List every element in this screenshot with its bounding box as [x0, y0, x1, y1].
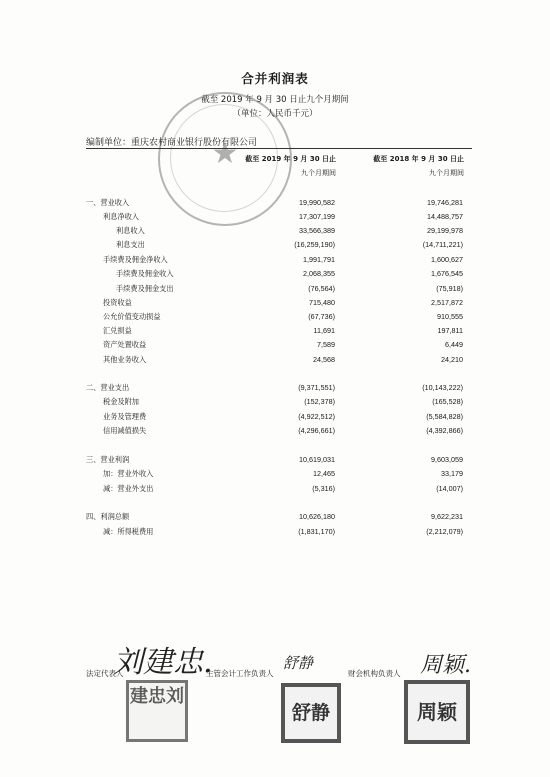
- value-2018: 6,449: [445, 340, 463, 349]
- table-row: [86, 326, 472, 338]
- row-label: 利息净收入: [103, 212, 139, 221]
- statement-period: 截至 2019 年 9 月 30 日止九个月期间: [201, 95, 349, 105]
- header-rule: [86, 148, 472, 149]
- row-label: 手续费及佣金收入: [116, 269, 174, 278]
- value-2019: (5,316): [312, 484, 335, 493]
- value-2018: (75,918): [436, 284, 463, 293]
- row-label: 加：营业外收入: [103, 469, 154, 478]
- finance-head-label: 财会机构负责人: [348, 669, 401, 678]
- finance-head-seal: 周颖: [404, 680, 470, 744]
- table-row: [86, 383, 472, 395]
- value-2019: 12,465: [313, 469, 335, 478]
- value-2018: (5,584,828): [426, 412, 463, 421]
- legal-rep-label: 法定代表人: [86, 669, 124, 678]
- table-row: [86, 212, 472, 224]
- value-2019: (4,922,512): [298, 412, 335, 421]
- row-label: 其他业务收入: [103, 355, 147, 364]
- value-2019: (76,564): [308, 284, 335, 293]
- value-2018: (165,528): [432, 397, 463, 406]
- table-row: [86, 469, 472, 481]
- preparing-entity: 编制单位：重庆农村商业银行股份有限公司: [86, 138, 258, 148]
- value-2019: (67,736): [308, 312, 335, 321]
- value-2019: (1,831,170): [298, 527, 335, 536]
- value-2018: 197,811: [437, 326, 463, 335]
- value-2018: (14,007): [436, 484, 463, 493]
- row-label: 利息收入: [116, 226, 145, 235]
- value-2018: (4,392,866): [426, 426, 463, 435]
- value-2018: 9,603,059: [431, 455, 463, 464]
- table-row: [86, 512, 472, 524]
- table-row: [86, 240, 472, 252]
- row-label: 信用减值损失: [103, 426, 147, 435]
- finance-head-signature: 周颖.: [420, 653, 471, 678]
- table-row: [86, 355, 472, 367]
- row-label: 手续费及佣金净收入: [103, 255, 168, 264]
- row-label: 利息支出: [116, 240, 145, 249]
- value-2018: (14,711,221): [422, 240, 463, 249]
- value-2018: 14,488,757: [427, 212, 463, 221]
- row-label: 税金及附加: [103, 397, 139, 406]
- value-2018: 1,600,627: [431, 255, 463, 264]
- row-label: 业务及管理费: [103, 412, 147, 421]
- row-label: 公允价值变动损益: [103, 312, 161, 321]
- row-label: 一、营业收入: [86, 198, 130, 207]
- value-2019: 715,480: [309, 298, 335, 307]
- value-2018: 29,199,978: [427, 226, 463, 235]
- value-2019: 10,626,180: [299, 512, 335, 521]
- value-2019: (16,259,190): [294, 240, 335, 249]
- legal-rep-signature: 刘建忠.: [113, 645, 213, 680]
- table-row: [86, 269, 472, 281]
- table-row: [86, 312, 472, 324]
- value-2019: 7,589: [317, 340, 335, 349]
- table-row: [86, 198, 472, 210]
- value-2019: 11,691: [313, 326, 335, 335]
- accounting-head-label: 主管会计工作负责人: [206, 669, 274, 678]
- table-row: [86, 455, 472, 467]
- row-label: 投资收益: [103, 298, 132, 307]
- value-2019: 2,068,355: [303, 269, 335, 278]
- value-2018: (10,143,222): [422, 383, 463, 392]
- table-row: [86, 397, 472, 409]
- value-2019: 17,307,199: [299, 212, 335, 221]
- row-label: 二、营业支出: [86, 383, 130, 392]
- value-2019: (4,296,661): [298, 426, 335, 435]
- table-row: [86, 255, 472, 267]
- accounting-head-signature: 舒静: [283, 654, 314, 672]
- accounting-head-seal: 舒静: [281, 683, 341, 743]
- value-2019: 33,566,389: [299, 226, 335, 235]
- value-2019: 24,568: [313, 355, 335, 364]
- row-label: 手续费及佣金支出: [116, 284, 174, 293]
- col-2019-header-line2: 九个月期间: [301, 169, 336, 177]
- value-2018: 2,517,872: [431, 298, 463, 307]
- col-2018-header-line1: 截至 2018 年 9 月 30 日止: [373, 155, 464, 163]
- col-2019-header-line1: 截至 2019 年 9 月 30 日止: [245, 155, 336, 163]
- currency-unit: （单位：人民币千元）: [232, 109, 318, 119]
- company-seal-stamp: ★: [158, 92, 292, 226]
- value-2018: 1,676,545: [431, 269, 463, 278]
- table-row: [86, 412, 472, 424]
- row-label: 四、利润总额: [86, 512, 130, 521]
- value-2018: 33,179: [441, 469, 463, 478]
- value-2018: 19,746,281: [427, 198, 463, 207]
- value-2019: 10,619,031: [299, 455, 335, 464]
- value-2019: 19,990,582: [299, 198, 335, 207]
- statement-title: 合并利润表: [241, 71, 309, 86]
- row-label: 资产处置收益: [103, 340, 147, 349]
- table-row: [86, 426, 472, 438]
- value-2018: 910,555: [437, 312, 463, 321]
- row-label: 三、营业利润: [86, 455, 130, 464]
- value-2019: 1,991,791: [303, 255, 335, 264]
- value-2018: 9,622,231: [431, 512, 463, 521]
- table-row: [86, 284, 472, 296]
- table-row: [86, 298, 472, 310]
- value-2019: (9,371,551): [298, 383, 335, 392]
- row-label: 汇兑损益: [103, 326, 132, 335]
- table-row: [86, 226, 472, 238]
- table-row: [86, 340, 472, 352]
- value-2019: (152,378): [304, 397, 335, 406]
- legal-rep-seal: 建忠刘: [126, 680, 188, 742]
- row-label: 减：营业外支出: [103, 484, 154, 493]
- row-label: 减：所得税费用: [103, 527, 154, 536]
- value-2018: 24,210: [441, 355, 463, 364]
- table-row: [86, 527, 472, 539]
- value-2018: (2,212,079): [426, 527, 463, 536]
- col-2018-header-line2: 九个月期间: [429, 169, 464, 177]
- table-row: [86, 484, 472, 496]
